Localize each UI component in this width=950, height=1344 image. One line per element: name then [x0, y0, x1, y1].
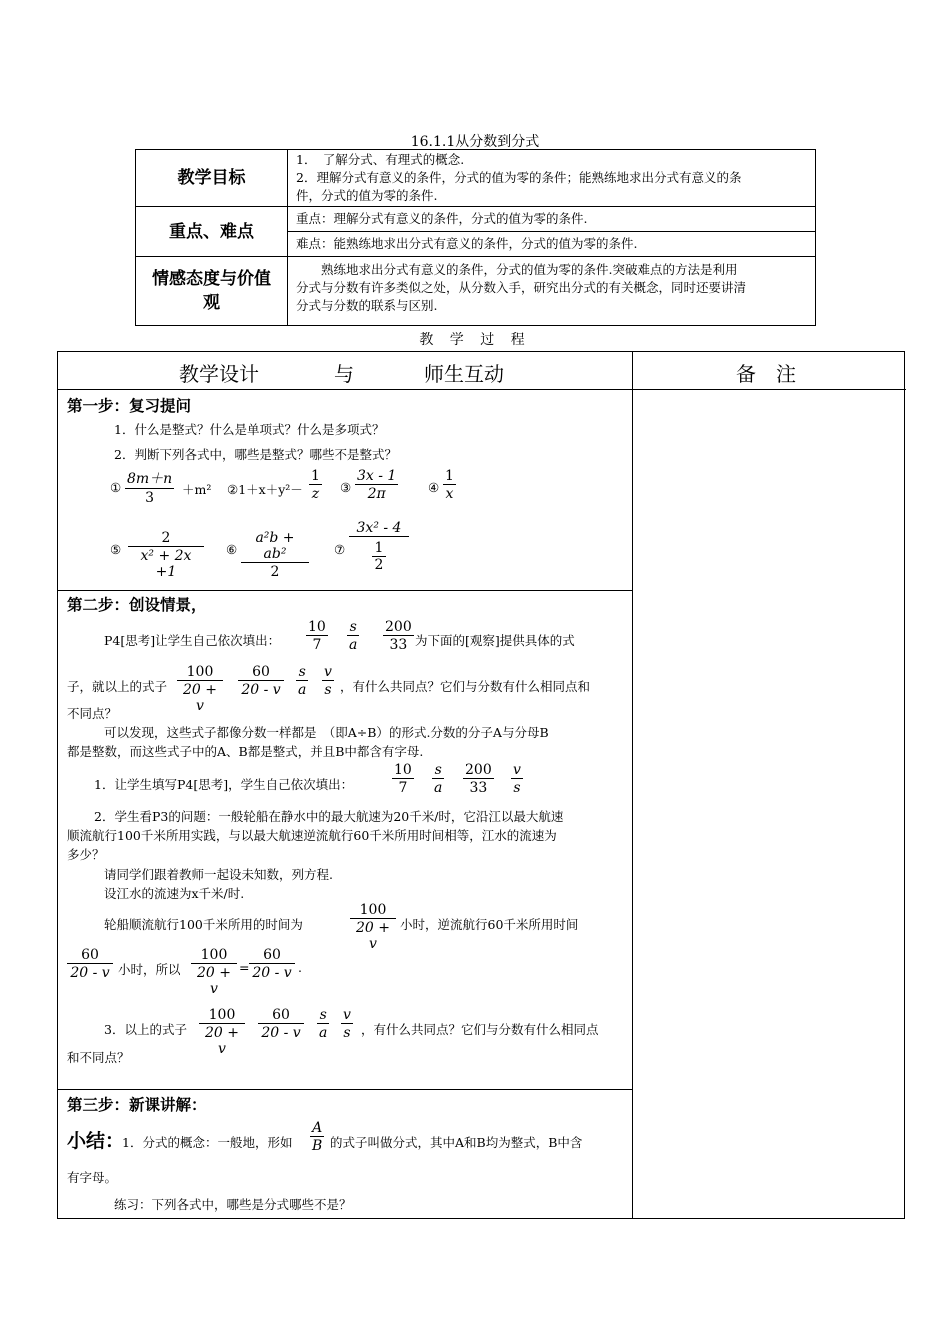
- fraction-s-a: s a: [434, 762, 443, 796]
- fraction-expr1: 8m＋n 3: [127, 471, 173, 506]
- goal-content: [288, 150, 816, 207]
- process-table: [57, 351, 905, 1219]
- key-point: 重点：理解分式有意义的条件，分式的值为零的条件.: [288, 207, 816, 232]
- fraction-expr6: a²b + ab² 2: [241, 530, 309, 580]
- fraction-expr4: 1 x: [445, 468, 454, 502]
- fraction-expr7: 3x² - 4 1 2: [349, 520, 409, 573]
- expr6-marker: ⑥: [226, 542, 238, 557]
- header-design: 教学设计: [179, 362, 259, 386]
- step2-p8: 顺流航行100千米所用实践，与以最大航速逆流航行60千米所用时间相等，江水的流速为: [67, 828, 557, 843]
- fraction-s-a: s a: [319, 1007, 328, 1041]
- step2-p2b: ，有什么共同点？它们与分数有什么相同点和: [340, 679, 591, 694]
- emotion-line: 分式与分数的联系与区别.: [296, 298, 438, 313]
- goal-label: 教学目标: [136, 150, 288, 207]
- step2-p5: 都是整数，而这些式子中的A、B都是整式，并且B中都含有字母.: [67, 744, 424, 759]
- step2-p1: P4[思考]让学生自己依次填出：: [104, 633, 281, 648]
- process-title: 教 学 过 程: [419, 332, 531, 348]
- process-header: [58, 352, 906, 390]
- fraction-s-a: s a: [298, 664, 307, 698]
- step2-p7: 2．学生看P3的问题：一般轮船在静水中的最大航速为20千米/时，它沿江以最大航速: [94, 809, 564, 824]
- expr5-marker: ⑤: [110, 542, 122, 557]
- step2-p9: 多少？: [67, 847, 105, 862]
- step2-p10: 请同学们跟着教师一起设未知数，列方程.: [104, 867, 333, 882]
- fraction-60-20v: 60 20 - v: [67, 947, 113, 981]
- fraction-s-a: s a: [349, 619, 358, 653]
- fraction-60-20v: 60 20 - v: [238, 664, 284, 698]
- emotion-label-line: 观: [203, 293, 220, 313]
- document-title: 16.1.1从分数到分式: [410, 134, 540, 150]
- expr7-marker: ⑦: [334, 542, 346, 557]
- key-difficulty-label: 重点、难点: [136, 207, 288, 257]
- step2-p2a: 子，就以上的式子: [67, 679, 168, 694]
- fraction-expr5: 2 x² + 2x +1: [128, 530, 204, 580]
- emotion-label: [136, 257, 288, 326]
- step3-s1a: 1．分式的概念：一般地，形如: [122, 1135, 293, 1150]
- fraction-A-B: A B: [312, 1120, 323, 1154]
- step1-q1: 1．什么是整式？什么是单项式？什么是多项式？: [114, 422, 385, 437]
- fraction-200-33: 200 33: [465, 762, 492, 796]
- fraction-100-20v: 100 20 + v: [191, 947, 237, 997]
- header-and: 与: [334, 362, 354, 386]
- expr1-marker: ①: [110, 480, 122, 495]
- step2-p1b: 为下面的[观察]提供具体的式: [415, 633, 575, 648]
- fraction-10-7: 10 7: [308, 619, 326, 653]
- step2-p11: 设江水的流速为x千米/时.: [104, 886, 245, 901]
- fraction-v-s: v s: [343, 1007, 351, 1041]
- header-interaction: 师生互动: [424, 362, 504, 386]
- fraction-100-20v: 100 20 + v: [350, 902, 396, 952]
- fraction-100-20v: 100 20 + v: [199, 1007, 245, 1057]
- step2-p12a: 轮船顺流航行100千米所用的时间为: [104, 917, 303, 932]
- expr1-plus: ＋m²: [182, 482, 212, 497]
- step2-p13a: 小时，所以: [118, 962, 181, 977]
- step-divider: [58, 1089, 633, 1090]
- fraction-v-s: v s: [324, 664, 332, 698]
- step3-heading: 第三步：新课讲解：: [67, 1096, 207, 1114]
- emotion-line: 熟练地求出分式有意义的条件，分式的值为零的条件.突破难点的方法是利用: [296, 262, 738, 277]
- step2-p12b: 小时，逆流航行60千米所用时间: [400, 917, 579, 932]
- step2-p6: 1．让学生填写P4[思考]，学生自己依次填出：: [94, 777, 354, 792]
- step2-heading: 第二步：创设情景，: [67, 596, 207, 614]
- expr2-text: ②1＋x＋y²－: [227, 482, 303, 497]
- goal-line: 件，分式的值为零的条件.: [296, 188, 438, 203]
- goal-line: 1． 了解分式、有理式的概念.: [296, 152, 465, 167]
- step2-p4: 可以发现，这些式子都像分数一样都是 （即A÷B）的形式.分数的分子A与分母B: [104, 725, 549, 740]
- difficulty: 难点：能熟练地求出分式有意义的条件，分式的值为零的条件.: [288, 232, 816, 257]
- period: .: [298, 960, 302, 975]
- fraction-expr2: 1 z: [311, 468, 320, 502]
- step1-q2: 2．判断下列各式中，哪些是整式？哪些不是整式？: [114, 447, 397, 462]
- step-divider: [58, 590, 633, 591]
- fraction-100-20v: 100 20 + v: [177, 664, 223, 714]
- emotion-content: [288, 257, 816, 326]
- step3-s2: 有字母。: [67, 1170, 118, 1185]
- step3-s3: 练习：下列各式中，哪些是分式哪些不是？: [114, 1197, 352, 1212]
- fraction-60-20v: 60 20 - v: [249, 947, 295, 981]
- step2-p14a: 3．以上的式子: [104, 1022, 187, 1037]
- step3-s1b: 的式子叫做分式，其中A和B均为整式，B中含: [330, 1135, 583, 1150]
- objectives-table: [135, 149, 816, 326]
- emotion-line: 分式与分数有许多类似之处，从分数入手，研究出分式的有关概念，同时还要讲清: [296, 280, 747, 295]
- step2-p15: 和不同点？: [67, 1050, 130, 1065]
- summary-label: 小结：: [67, 1130, 125, 1152]
- fraction-expr3: 3x - 1 2π: [357, 468, 397, 502]
- fraction-60-20v: 60 20 - v: [258, 1007, 304, 1041]
- fraction-200-33: 200 33: [385, 619, 412, 653]
- expr4-marker: ④: [428, 480, 440, 495]
- goal-line: 2．理解分式有意义的条件，分式的值为零的条件；能熟练地求出分式有意义的条: [296, 170, 742, 185]
- equals-sign: =: [239, 960, 250, 975]
- step2-p14b: ，有什么共同点？它们与分数有什么相同点: [361, 1022, 599, 1037]
- emotion-label-line: 情感态度与价值: [152, 269, 271, 289]
- fraction-v-s: v s: [513, 762, 521, 796]
- fraction-10-7: 10 7: [394, 762, 412, 796]
- expr3-marker: ③: [340, 480, 352, 495]
- header-remarks: 备 注: [736, 362, 796, 386]
- step1-heading: 第一步：复习提问: [67, 397, 192, 415]
- step2-p3: 不同点？: [67, 706, 118, 721]
